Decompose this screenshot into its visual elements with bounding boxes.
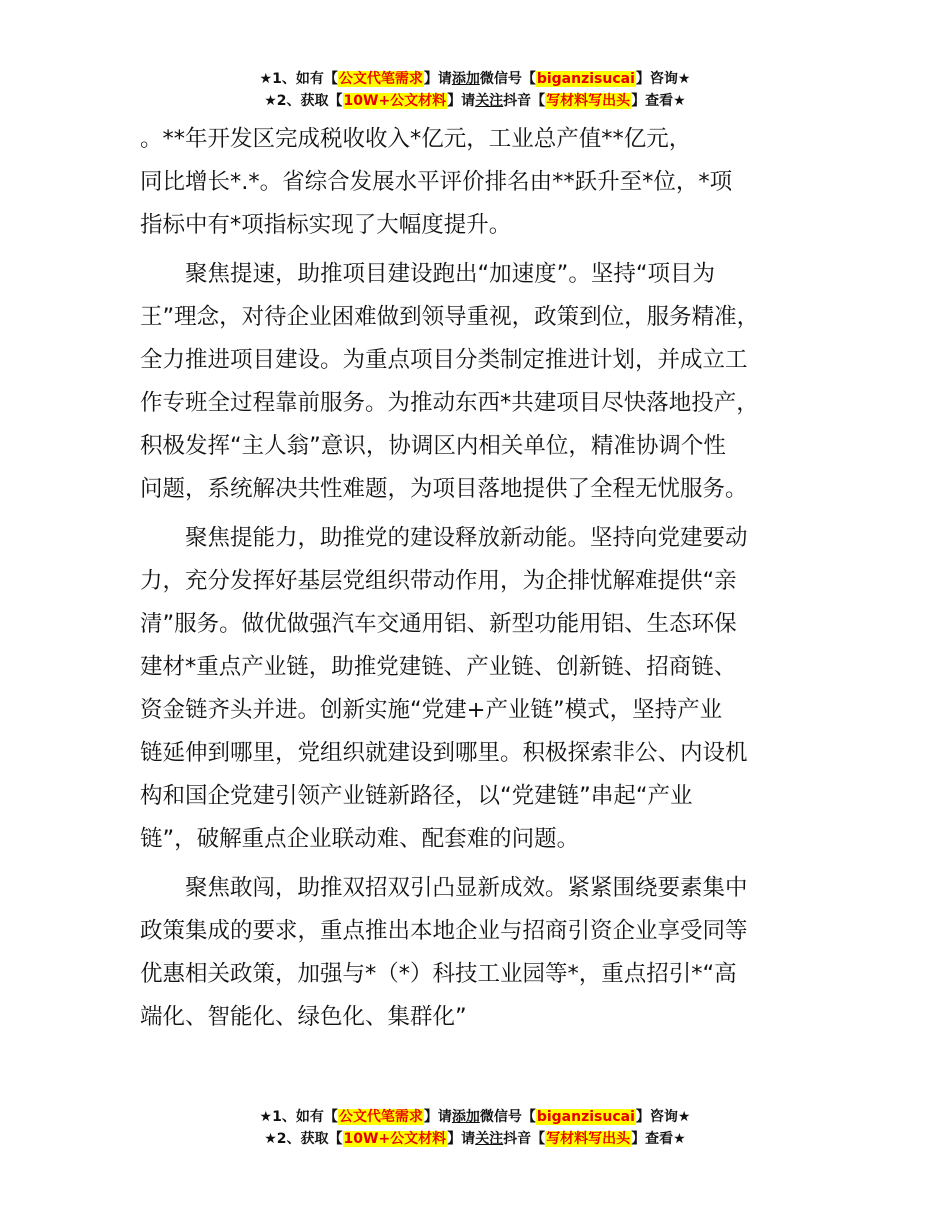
document-body <box>140 118 840 1039</box>
text-line: 问题，系统解决共性难题，为项目落地提供了全程无忧服务。 <box>140 476 748 502</box>
banner-text: 】请 <box>423 1109 452 1125</box>
banner-highlight: 10W+公文材料 <box>343 93 447 109</box>
banner-text: 抖音【 <box>503 93 546 109</box>
text-line: 链延伸到哪里，党组织就建设到哪里。积极探索非公、内设机 <box>140 740 748 766</box>
banner-underline: 关注 <box>475 93 504 109</box>
paragraph-3 <box>140 517 840 861</box>
paragraph-4 <box>140 867 840 1039</box>
paragraph-1 <box>140 118 840 247</box>
text-line: 力，充分发挥好基层党组织带动作用，为企排忧解难提供“亲 <box>140 568 737 594</box>
banner-text: ★1、如有【 <box>259 1109 338 1125</box>
footer-banner <box>0 1106 950 1150</box>
banner-text: ★2、获取【 <box>264 1131 343 1147</box>
banner-line-2 <box>0 90 950 112</box>
banner-text: 】咨询★ <box>635 71 691 87</box>
banner-highlight: 写材料写出头 <box>546 1131 631 1147</box>
text-line: 王”理念，对待企业困难做到领导重视，政策到位，服务精准， <box>140 304 760 330</box>
banner-line-2 <box>0 1128 950 1150</box>
banner-text: 微信号【 <box>479 1109 536 1125</box>
banner-underline: 添加 <box>451 71 480 87</box>
text-line: 链”，破解重点企业联动难、配套难的问题。 <box>140 826 580 852</box>
text-line: 。**年开发区完成税收收入*亿元，工业总产值**亿元， <box>140 126 692 152</box>
banner-text: 抖音【 <box>503 1131 546 1147</box>
banner-highlight: 公文代笔需求 <box>338 1109 423 1125</box>
text-line: 建材*重点产业链，助推党建链、产业链、创新链、招商链、 <box>140 654 737 680</box>
banner-text: 】请 <box>423 71 452 87</box>
banner-highlight: 写材料写出头 <box>546 93 631 109</box>
banner-text: 微信号【 <box>479 71 536 87</box>
text-line: 构和国企党建引领产业链新路径，以“党建链”串起“产业 <box>140 783 693 809</box>
banner-text: 】查看★ <box>631 1131 686 1147</box>
banner-text: ★2、获取【 <box>264 93 343 109</box>
text-line: 聚焦提速，助推项目建设跑出“加速度”。坚持“项目为 <box>140 261 715 287</box>
text-line: 清”服务。做优做强汽车交通用铝、新型功能用铝、生态环保 <box>140 611 737 637</box>
header-banner <box>0 68 950 112</box>
text-line: 优惠相关政策，加强与*（*）科技工业园等*，重点招引*“高 <box>140 961 737 987</box>
banner-highlight: biganzisucai <box>536 71 635 87</box>
banner-text: 】请 <box>447 93 476 109</box>
banner-text: 】咨询★ <box>635 1109 691 1125</box>
text-line: 作专班全过程靠前服务。为推动东西*共建项目尽快落地投产， <box>140 390 759 416</box>
text-line: 积极发挥“主人翁”意识，协调区内相关单位，精准协调个性 <box>140 433 726 459</box>
text-line: 政策集成的要求，重点推出本地企业与招商引资企业享受同等 <box>140 918 748 944</box>
banner-text: ★1、如有【 <box>259 71 338 87</box>
banner-line-1 <box>0 68 950 90</box>
paragraph-2 <box>140 253 840 511</box>
banner-underline: 关注 <box>475 1131 504 1147</box>
banner-line-1 <box>0 1106 950 1128</box>
text-line: 端化、智能化、绿色化、集群化” <box>140 1004 467 1030</box>
text-line: 指标中有*项指标实现了大幅度提升。 <box>140 212 512 238</box>
text-line: 全力推进项目建设。为重点项目分类制定推进计划，并成立工 <box>140 347 748 373</box>
banner-text: 】请 <box>447 1131 476 1147</box>
banner-highlight: 公文代笔需求 <box>338 71 423 87</box>
text-line: 聚焦敢闯，助推双招双引凸显新成效。紧紧围绕要素集中 <box>140 875 748 901</box>
text-line: 资金链齐头并进。创新实施“党建+产业链”模式，坚持产业 <box>140 697 723 723</box>
banner-text: 】查看★ <box>631 93 686 109</box>
banner-highlight: 10W+公文材料 <box>343 1131 447 1147</box>
banner-highlight: biganzisucai <box>536 1109 635 1125</box>
text-line: 聚焦提能力，助推党的建设释放新动能。坚持向党建要动 <box>140 525 748 551</box>
banner-underline: 添加 <box>451 1109 480 1125</box>
text-line: 同比增长*.*。省综合发展水平评价排名由**跃升至*位，*项 <box>140 169 733 195</box>
